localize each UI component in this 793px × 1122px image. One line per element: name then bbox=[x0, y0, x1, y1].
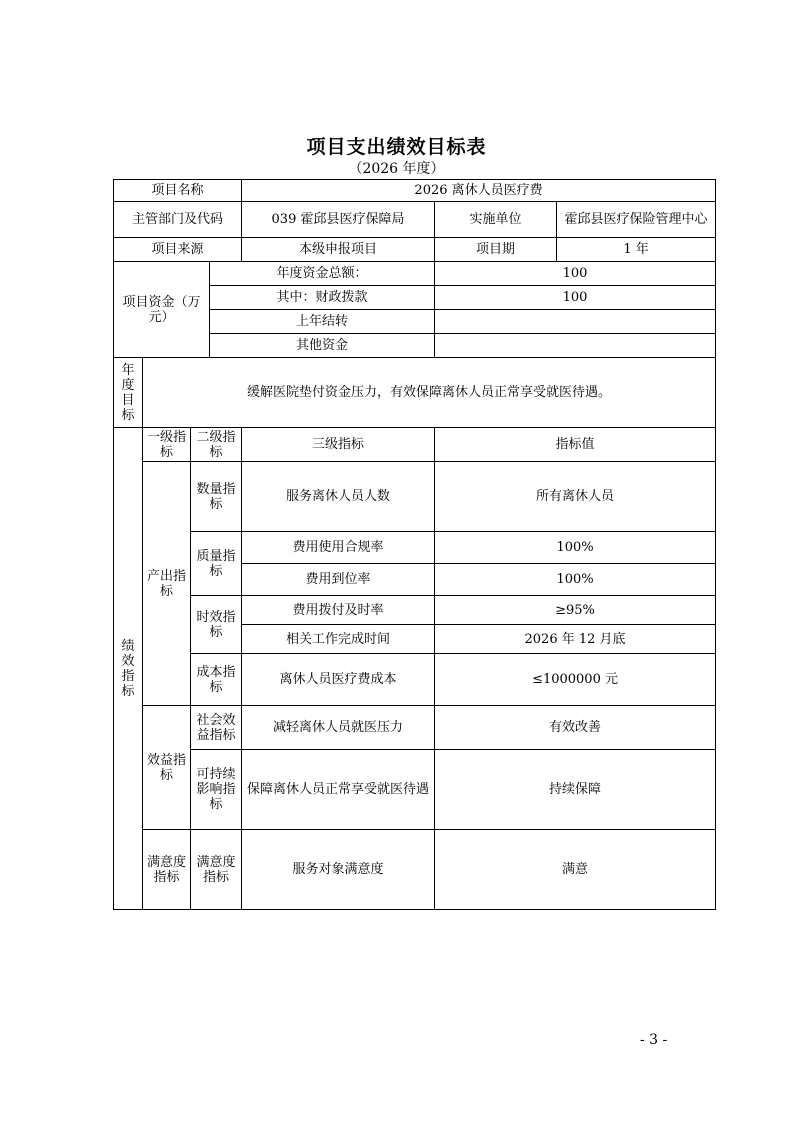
satisfaction-indicator-value: 满意 bbox=[435, 830, 716, 910]
funds-carryover-label: 上年结转 bbox=[210, 310, 435, 334]
table-row bbox=[114, 532, 716, 564]
quality-indicator-name: 费用到位率 bbox=[242, 564, 435, 596]
sustainability-indicator-value: 持续保障 bbox=[435, 750, 716, 830]
project-name-value: 2026 离休人员医疗费 bbox=[242, 180, 716, 202]
annual-goal-row bbox=[114, 358, 716, 428]
impl-unit-label: 实施单位 bbox=[435, 202, 557, 238]
project-name-row bbox=[114, 180, 716, 202]
timeliness-indicator-value: ≥95% bbox=[435, 596, 716, 625]
funds-other-value bbox=[435, 334, 716, 358]
funds-label: 项目资金（万元） bbox=[114, 262, 210, 358]
benefit-indicator-label: 效益指标 bbox=[143, 706, 191, 830]
quality-indicator-value: 100% bbox=[435, 564, 716, 596]
timeliness-indicator-name: 相关工作完成时间 bbox=[242, 625, 435, 654]
period-label: 项目期 bbox=[435, 238, 557, 262]
indicator-header-row bbox=[114, 428, 716, 462]
table-row bbox=[114, 706, 716, 750]
quantity-indicator-label: 数量指标 bbox=[191, 462, 242, 532]
header-level2: 二级指标 bbox=[191, 428, 242, 462]
cost-indicator-name: 离休人员医疗费成本 bbox=[242, 654, 435, 706]
funds-other-label: 其他资金 bbox=[210, 334, 435, 358]
table-row bbox=[114, 830, 716, 910]
sustainability-indicator-name: 保障离休人员正常享受就医待遇 bbox=[242, 750, 435, 830]
social-benefit-indicator-name: 减轻离休人员就医压力 bbox=[242, 706, 435, 750]
quality-indicator-name: 费用使用合规率 bbox=[242, 532, 435, 564]
source-row bbox=[114, 238, 716, 262]
source-value: 本级申报项目 bbox=[242, 238, 435, 262]
header-value: 指标值 bbox=[435, 428, 716, 462]
page-number: - 3 - bbox=[640, 1032, 668, 1048]
quantity-indicator-name: 服务离休人员人数 bbox=[242, 462, 435, 532]
social-benefit-indicator-label: 社会效益指标 bbox=[191, 706, 242, 750]
cost-indicator-label: 成本指标 bbox=[191, 654, 242, 706]
funds-carryover-value bbox=[435, 310, 716, 334]
annual-goal-label: 年度目标 bbox=[114, 358, 143, 428]
timeliness-indicator-name: 费用拨付及时率 bbox=[242, 596, 435, 625]
performance-indicator-label: 绩效指标 bbox=[114, 428, 143, 910]
quantity-indicator-value: 所有离休人员 bbox=[435, 462, 716, 532]
table-subtitle: （2026 年度） bbox=[348, 161, 445, 177]
quality-indicator-label: 质量指标 bbox=[191, 532, 242, 596]
header-level1: 一级指标 bbox=[143, 428, 191, 462]
social-benefit-indicator-value: 有效改善 bbox=[435, 706, 716, 750]
period-value: 1 年 bbox=[557, 238, 716, 262]
dept-label: 主管部门及代码 bbox=[114, 202, 242, 238]
funds-total-label: 年度资金总额： bbox=[210, 262, 435, 286]
funds-fiscal-value: 100 bbox=[435, 286, 716, 310]
output-indicator-label: 产出指标 bbox=[143, 462, 191, 706]
quality-indicator-value: 100% bbox=[435, 532, 716, 564]
project-name-label: 项目名称 bbox=[114, 180, 242, 202]
dept-row bbox=[114, 202, 716, 238]
sustainability-indicator-label: 可持续影响指标 bbox=[191, 750, 242, 830]
annual-goal-text: 缓解医院垫付资金压力，有效保障离休人员正常享受就医待遇。 bbox=[143, 358, 716, 428]
source-label: 项目来源 bbox=[114, 238, 242, 262]
satisfaction-indicator-name: 服务对象满意度 bbox=[242, 830, 435, 910]
table-row bbox=[114, 654, 716, 706]
funds-total-value: 100 bbox=[435, 262, 716, 286]
funds-total-row bbox=[114, 262, 716, 286]
header-level3: 三级指标 bbox=[242, 428, 435, 462]
dept-value: 039 霍邱县医疗保障局 bbox=[242, 202, 435, 238]
satisfaction-level2-label: 满意度指标 bbox=[191, 830, 242, 910]
table-row bbox=[114, 462, 716, 532]
impl-unit-value: 霍邱县医疗保险管理中心 bbox=[557, 202, 716, 238]
funds-fiscal-label: 其中：财政拨款 bbox=[210, 286, 435, 310]
cost-indicator-value: ≤1000000 元 bbox=[435, 654, 716, 706]
timeliness-indicator-value: 2026 年 12 月底 bbox=[435, 625, 716, 654]
satisfaction-level1-label: 满意度指标 bbox=[143, 830, 191, 910]
performance-target-table bbox=[113, 179, 716, 910]
table-row bbox=[114, 750, 716, 830]
timeliness-indicator-label: 时效指标 bbox=[191, 596, 242, 654]
table-title: 项目支出绩效目标表 bbox=[306, 136, 487, 158]
table-row bbox=[114, 596, 716, 625]
